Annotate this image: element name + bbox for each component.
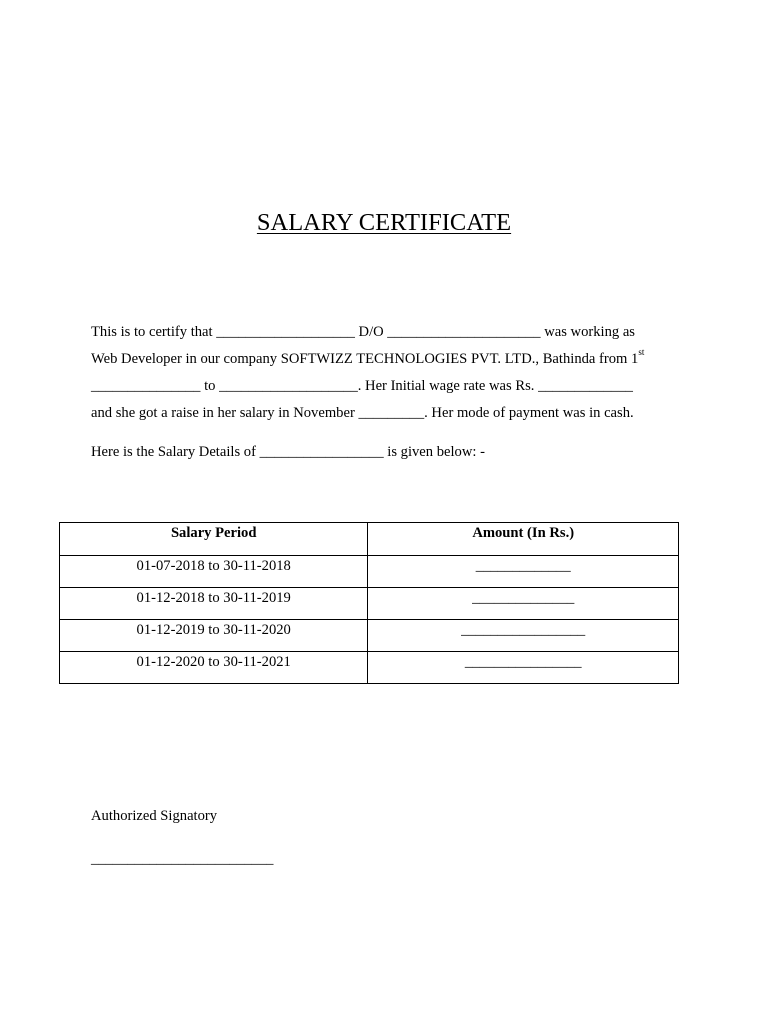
amount-cell: ________________: [368, 652, 679, 684]
amount-cell: _____________: [368, 556, 679, 588]
table-row: [60, 620, 679, 652]
period-cell: 01-07-2018 to 30-11-2018: [60, 556, 368, 588]
period-cell: 01-12-2020 to 30-11-2021: [60, 652, 368, 684]
period-cell: 01-12-2019 to 30-11-2020: [60, 620, 368, 652]
body-line-2-text: Web Developer in our company SOFTWIZZ TECHNOLOGIES PVT. LTD., Bathinda from 1: [91, 351, 639, 367]
table-row: [60, 556, 679, 588]
body-line-4: and she got a raise in her salary in November _________. Her mode of payment was in cash.: [91, 405, 634, 421]
table-row: [60, 588, 679, 620]
authorized-signatory-label: Authorized Signatory: [91, 808, 218, 824]
salary-table: [59, 522, 679, 684]
amount-cell: ______________: [368, 588, 679, 620]
table-header-row: [60, 523, 679, 556]
ordinal-suffix: st: [638, 347, 645, 358]
body-line-3: _______________ to ___________________. Her Initial wage rate was Rs. _____________: [91, 378, 633, 394]
document-title: [0, 207, 768, 239]
period-cell: 01-12-2018 to 30-11-2019: [60, 588, 368, 620]
header-salary-period: Salary Period: [60, 523, 368, 556]
body-line-2: [91, 347, 691, 368]
header-amount: Amount (In Rs.): [368, 523, 679, 556]
table-row: [60, 652, 679, 684]
body-line-5: Here is the Salary Details of _________________ is given below: -: [91, 444, 485, 460]
amount-cell: _________________: [368, 620, 679, 652]
document-title-text: SALARY CERTIFICATE: [256, 209, 512, 236]
signature-line: _________________________: [91, 851, 274, 867]
body-line-1: This is to certify that ___________________ D/O _____________________ was working as: [91, 324, 635, 340]
